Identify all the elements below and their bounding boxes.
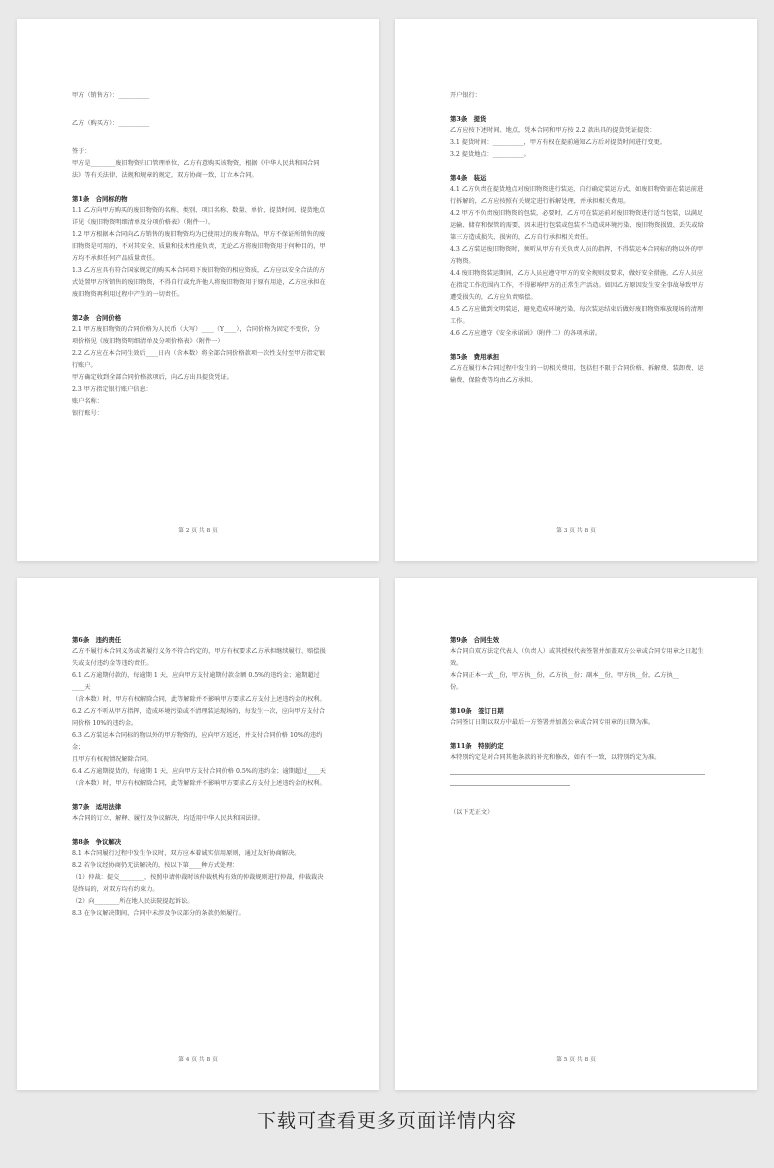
section-heading: 第7条 适用法律 bbox=[72, 803, 122, 811]
document-page-5 bbox=[395, 578, 757, 1090]
text-line: 2.3 甲方指定银行账户信息： bbox=[72, 386, 152, 393]
text-line: 第三方造成损失、损害的，乙方自行承担相关责任。 bbox=[450, 234, 593, 241]
text-line: 1.1 乙方向甲方购买的废旧物资的名称、类别、项目名称、数量、单价、提货时间、提货地点 bbox=[72, 207, 326, 214]
text-line: 1.2 甲方根据本合同向乙方销售的废旧物资均为已使用过的废弃物品，甲方不保证所销售的废 bbox=[72, 231, 326, 238]
text-line: 同价格 10%的违约金。 bbox=[72, 720, 138, 727]
section-heading: 第11条 特别约定 bbox=[450, 742, 504, 750]
text-line: 份。 bbox=[450, 684, 463, 691]
document-page-2 bbox=[17, 19, 379, 561]
text-line: 本合同正本一式__份，甲方执__份，乙方执__份；副本__份，甲方执__份，乙方执__ bbox=[450, 672, 679, 679]
blank-line bbox=[450, 774, 705, 775]
text-line: 8.3 在争议解决期间，合同中未涉及争议部分的条款仍须履行。 bbox=[72, 910, 245, 917]
text-line: 4.3 乙方装运废旧物资时，须听从甲方有关负责人员的指挥，不得装运本合同标的物以外的甲 bbox=[450, 246, 704, 253]
party-b-line: 乙方（购买方）：__________ bbox=[72, 120, 150, 127]
text-line: 甲方确定收到全部合同价格款项后，向乙方出具提货凭证。 bbox=[72, 374, 233, 381]
text-line: 法》等有关法律、法规和规章的规定，双方协商一致，订立本合同。 bbox=[72, 172, 258, 179]
text-line: （含本数）时，甲方有权解除合同，此等解除并不影响甲方要求乙方支付上述违约金的权利。 bbox=[72, 696, 326, 703]
text-line: （含本数）时，甲方有权解除合同，此等解除并不影响甲方要求乙方支付上述违约金的权利。 bbox=[72, 780, 326, 787]
text-line: 式处置甲方所销售的废旧物资，不得自行或允许他人将废旧物资用于原有用途，乙方应承担在 bbox=[72, 279, 326, 286]
text-line: 2.1 甲方废旧物资的合同价格为人民币（大写）____（Y____），合同价格为固定不变价，分 bbox=[72, 326, 320, 333]
text-line: 本特别约定是对合同其他条款的补充和修改，如有不一致，以特别约定为准。 bbox=[450, 754, 661, 761]
section-heading: 第8条 争议解决 bbox=[72, 838, 122, 846]
text-line: 银行账号： bbox=[72, 410, 103, 417]
text-line: 4.5 乙方应做到文明装运，避免造成环境污染，每次装运结束后做好废旧物资堆放现场的清理 bbox=[450, 306, 704, 313]
text-line: 方物资。 bbox=[450, 258, 475, 265]
text-line: 3.2 提货地点：__________。 bbox=[450, 151, 530, 158]
document-page-4 bbox=[17, 578, 379, 1090]
text-line: 详见《废旧物资明细清单及分项价格表》（附件一）。 bbox=[72, 219, 215, 226]
text-line: 甲方是________废旧物资归口管理单位，乙方有意购买该物资，根据《中华人民共和国合同 bbox=[72, 160, 320, 167]
text-line: 废旧物资再利用过程中产生的一切责任。 bbox=[72, 291, 184, 298]
text-line: 2.2 乙方应在本合同生效后____日内（含本数）将全部合同价格款项一次性支付至甲方指定银 bbox=[72, 350, 326, 357]
text-line: 账户名称： bbox=[72, 398, 103, 405]
text-line: 乙方不履行本合同义务或者履行义务不符合约定的，甲方有权要求乙方承担继续履行、赔偿损 bbox=[72, 648, 326, 655]
text-line: 效。 bbox=[450, 660, 463, 667]
section-heading: 第6条 违约责任 bbox=[72, 636, 122, 644]
section-heading: 第9条 合同生效 bbox=[450, 636, 500, 644]
text-line: 1.3 乙方应具有符合国家规定的购买本合同项下废旧物资的相应资质，乙方应以安全合法的方 bbox=[72, 267, 326, 274]
text-line: 合同签订日期以双方中最后一方签署并加盖公章或合同专用章的日期为准。 bbox=[450, 719, 655, 726]
section-heading: 第1条 合同标的物 bbox=[72, 195, 128, 203]
section-heading: 第10条 签订日期 bbox=[450, 707, 504, 715]
text-line: 是终局的，对双方均有约束力。 bbox=[72, 886, 159, 893]
text-line: 4.4 废旧物资装运期间，乙方人员应遵守甲方的安全规则及要求，做好安全措施，乙方人员应 bbox=[450, 270, 704, 277]
text-line: 8.2 若争议经协商仍无法解决的，按以下第____种方式处理： bbox=[72, 862, 239, 869]
text-line: （2）向________所在地人民法院提起诉讼。 bbox=[72, 898, 194, 905]
text-line: 方均不承担任何产品质量责任。 bbox=[72, 255, 159, 262]
text-line: 在指定工作范围内工作，不得影响甲方的正常生产活动。如因乙方原因发生安全事故导致甲方 bbox=[450, 282, 704, 289]
text-line: （1）仲裁：提交________，按照申请仲裁时该仲裁机构有效的仲裁规则进行仲裁，仲裁裁决 bbox=[72, 874, 324, 881]
text-line: 行拆解的，乙方应按照有关规定进行拆解处理，并承担相关费用。 bbox=[450, 198, 630, 205]
text-line: 本合同自双方法定代表人（负责人）或其授权代表签署并加盖双方公章或合同专用章之日起生 bbox=[450, 648, 704, 655]
text-line: 失或支付违约金等违约责任。 bbox=[72, 660, 153, 667]
text-line: 旧物资是可用的，不对其安全、质量和技术性能负责，无论乙方将废旧物资用于何种目的，甲 bbox=[72, 243, 326, 250]
text-line: 运输、储存和保管的需要，因未进行包装或包装不当造成环境污染、废旧物资损毁、丢失或给 bbox=[450, 222, 704, 229]
text-line: 6.4 乙方逾期提货的，每逾期 1 天，应向甲方支付合同价格 0.5%的违约金；逾期超过____天 bbox=[72, 768, 326, 775]
text-line: 签于： bbox=[72, 148, 91, 155]
text-line: 4.6 乙方应遵守《安全承诺函》（附件二）的各项承诺。 bbox=[450, 330, 602, 337]
page-number: 第 4 页 共 8 页 bbox=[178, 1057, 218, 1063]
text-line: 输费、保险费等均由乙方承担。 bbox=[450, 377, 537, 384]
text-line: 6.1 乙方逾期付款的，每逾期 1 天，应向甲方支付逾期付款金额 0.5%的违约金；逾期超过____天 bbox=[72, 672, 320, 691]
text-line: 遭受损失的，乙方应负责赔偿。 bbox=[450, 294, 537, 301]
blank-line-short bbox=[450, 785, 570, 786]
document-page-3 bbox=[395, 19, 757, 561]
page-number: 第 2 页 共 8 页 bbox=[178, 528, 218, 534]
download-caption: 下载可查看更多页面详情内容 bbox=[256, 1110, 517, 1132]
text-line: 乙方应按下述时间、地点，凭本合同和甲方按 2.2 款出具的提货凭证提货： bbox=[450, 127, 656, 134]
text-line: 行账户。 bbox=[72, 362, 97, 369]
text-line: 本合同的订立、解释、履行及争议解决，均适用中华人民共和国法律。 bbox=[72, 815, 264, 822]
text-line: 4.2 甲方不负责废旧物资的包装，必要时，乙方可在装运前对废旧物资进行适当包装，以满足 bbox=[450, 210, 704, 217]
text-line: 6.3 乙方装运本合同标的物以外的甲方物资的，应向甲方返还，并支付合同价格 10%的违约金； bbox=[72, 732, 323, 751]
text-line: 4.1 乙方负责在提货地点对废旧物资进行装运，自行确定装运方式，如废旧物资需在装运前进 bbox=[450, 186, 704, 193]
text-line: 工作。 bbox=[450, 318, 469, 325]
section-heading: 第5条 费用承担 bbox=[450, 353, 500, 361]
text-line: 8.1 本合同履行过程中发生争议时，双方应本着诚实信用原则，通过友好协商解决。 bbox=[72, 850, 301, 857]
page-number: 第 3 页 共 8 页 bbox=[556, 528, 596, 534]
text-line: 开户银行： bbox=[450, 92, 481, 99]
party-a-line: 甲方（销售方）：__________ bbox=[72, 92, 150, 99]
text-line: 3.1 提货时间：__________，甲方有权在提前通知乙方后对提货时间进行变更。 bbox=[450, 139, 666, 146]
section-heading: 第2条 合同价格 bbox=[72, 314, 122, 322]
text-line: 乙方在履行本合同过程中发生的一切相关费用，包括但不限于合同价格、拆解费、装卸费、运 bbox=[450, 365, 704, 372]
no-more-text-note: （以下无正文） bbox=[450, 809, 494, 816]
text-line: 6.2 乙方不听从甲方指挥，造成环境污染或不清理装运现场的，每发生一次，应向甲方支付合 bbox=[72, 708, 326, 715]
section-heading: 第3条 提货 bbox=[450, 115, 487, 123]
text-line: 且甲方有权视情况解除合同。 bbox=[72, 756, 153, 763]
text-line: 项价格见《废旧物资明细清单及分项价格表》（附件一） bbox=[72, 338, 224, 345]
section-heading: 第4条 装运 bbox=[450, 174, 487, 182]
page-number: 第 5 页 共 8 页 bbox=[556, 1057, 596, 1063]
